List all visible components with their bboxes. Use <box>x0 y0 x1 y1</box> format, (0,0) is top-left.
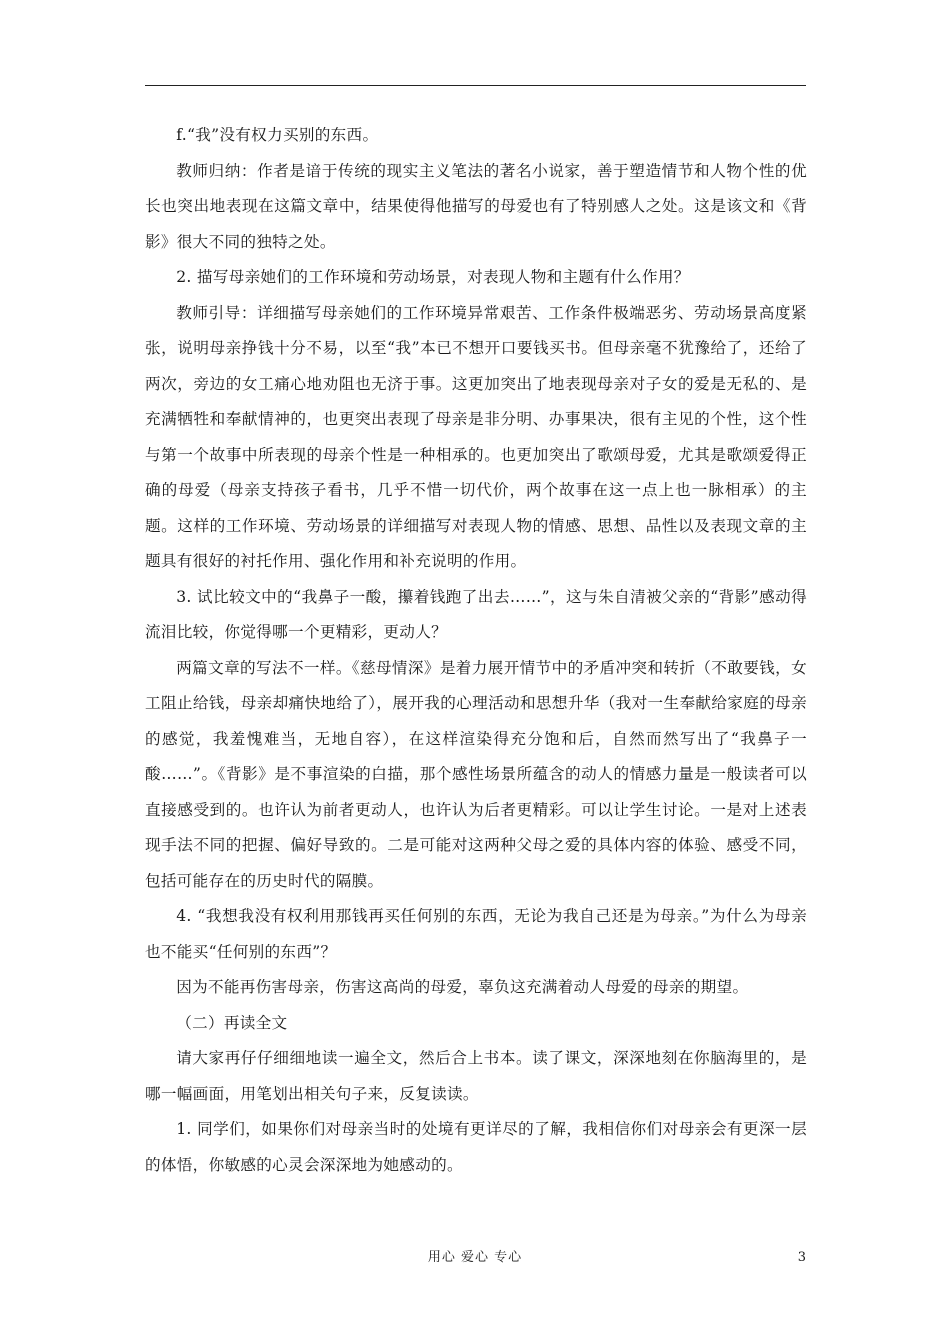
paragraph-answer-4: 因为不能再伤害母亲，伤害这高尚的母爱，辜负这充满着动人母爱的母亲的期望。 <box>176 978 749 996</box>
footer-motto: 用心 爱心 专心 <box>427 1250 523 1265</box>
paragraph-question-2: 2. 描写母亲她们的工作环境和劳动场景，对表现人物和主题有什么作用？ <box>176 268 690 286</box>
paragraph-question-3: 3. 试比较文中的“我鼻子一酸，攥着钱跑了出去……”，这与朱自清被父亲的“背影”感动得流泪比较，你觉得哪一个更精彩，更动人？ <box>145 587 807 641</box>
paragraph-question-4: 4. “我想我没有权利用那钱再买任何别的东西，无论为我自己还是为母亲。”为什么为母亲也不能买“任何别的东西”？ <box>145 907 807 961</box>
document-body <box>145 118 807 1183</box>
paragraph-answer-3: 两篇文章的写法不一样。《慈母情深》是着力展开情节中的矛盾冲突和转折（不敢要钱，女工阻止给钱，母亲却痛快地给了），展开我的心理活动和思想升华（我对一生奉献给家庭的母亲的感觉，我羞愧难当，无地自容），在这样渲染得充分饱和后，自然而然写出了“我鼻子一酸……”。《背影》是不事渲染的白描，那个感性场景所蕴含的动人的情感力量是一般读者可以直接感受到的。也许认为前者更动人，也许认为后者更精彩。可以让学生讨论。一是对上述表现手法不同的把握、偏好导致的。二是可能对这两种父母之爱的具体内容的体验、感受不同，包括可能存在的历史时代的隔膜。 <box>145 658 807 890</box>
paragraph-point-1: 1. 同学们，如果你们对母亲当时的处境有更详尽的了解，我相信你们对母亲会有更深一层的体悟，你敏感的心灵会深深地为她感动的。 <box>145 1120 807 1174</box>
paragraph-reread-instruction: 请大家再仔仔细细地读一遍全文，然后合上书本。读了课文，深深地刻在你脑海里的，是哪一幅画面，用笔划出相关句子来，反复读读。 <box>145 1049 807 1103</box>
paragraph-teacher-guide: 教师引导：详细描写母亲她们的工作环境异常艰苦、工作条件极端恶劣、劳动场景高度紧张，说明母亲挣钱十分不易，以至“我”本已不想开口要钱买书。但母亲毫不犹豫给了，还给了两次，旁边的女工痛心地劝阻也无济于事。这更加突出了地表现母亲对子女的爱是无私的、是充满牺牲和奉献情神的，也更突出表现了母亲是非分明、办事果决，很有主见的个性，这个性与第一个故事中所表现的母亲个性是一种相承的。也更加突出了歌颂母爱，尤其是歌颂爱得正确的母爱（母亲支持孩子看书，几乎不惜一切代价，两个故事在这一点上也一脉相承）的主题。这样的工作环境、劳动场景的详细描写对表现人物的情感、思想、品性以及表现文章的主题具有很好的衬托作用、强化作用和补充说明的作用。 <box>145 303 807 570</box>
header-rule <box>145 85 806 86</box>
section-heading: （二）再读全文 <box>176 1013 288 1032</box>
paragraph-teacher-summary: 教师归纳：作者是谙于传统的现实主义笔法的著名小说家，善于塑造情节和人物个性的优长也突出地表现在这篇文章中，结果使得他描写的母爱也有了特别感人之处。这是该文和《背影》很大不同的独特之处。 <box>145 161 807 251</box>
page-number: 3 <box>797 1250 806 1265</box>
paragraph-item-f: f.“我”没有权力买别的东西。 <box>176 126 379 144</box>
